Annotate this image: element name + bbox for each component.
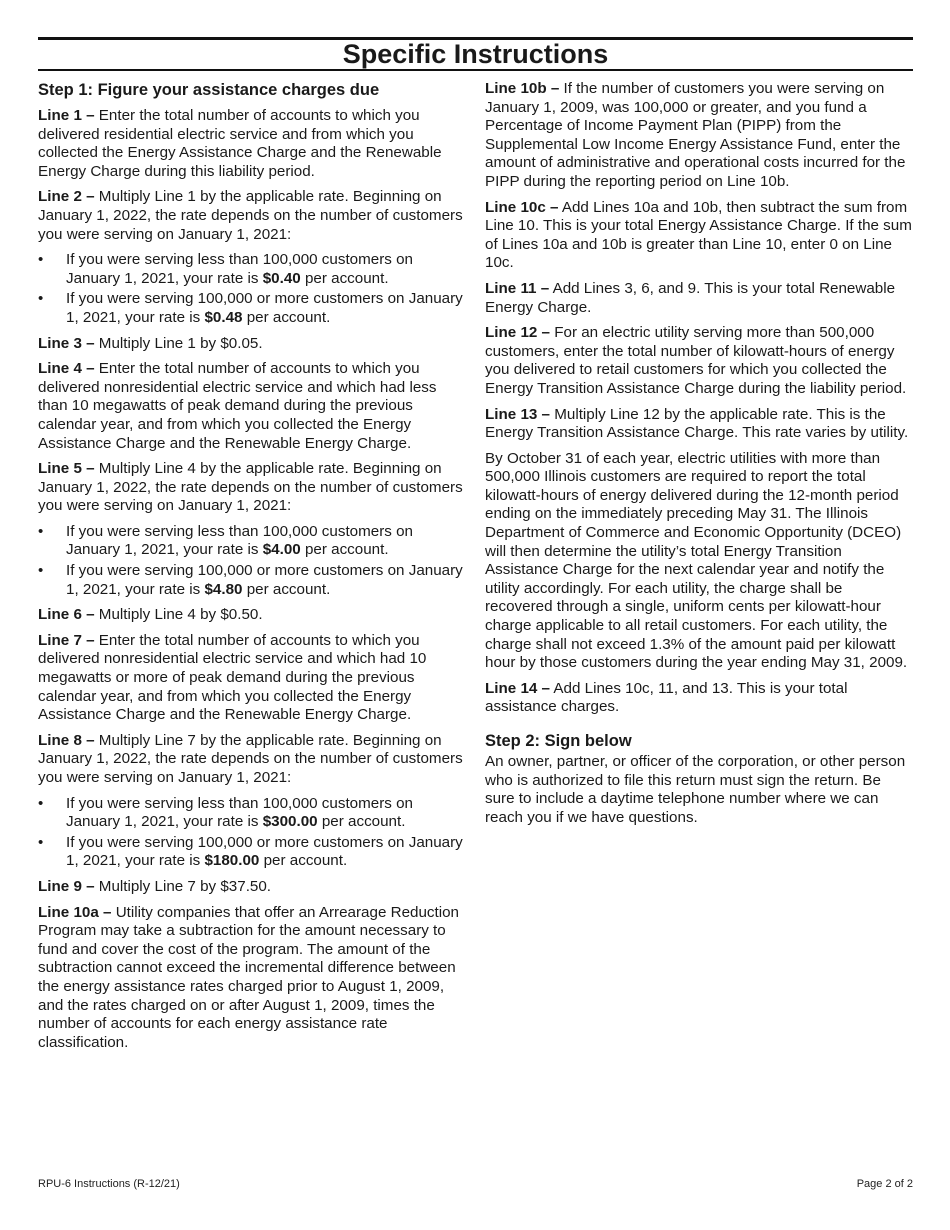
line5-label: Line 5 – xyxy=(38,460,95,478)
bullet-text: If you were serving less than 100,000 customers on January 1, 2021, your rate is xyxy=(66,251,413,287)
line1-text: Enter the total number of accounts to which you delivered residential electric service and from which you collected the Energy Assistance Charge and the Renewable Energy Charge during this liability period. xyxy=(38,107,442,180)
line10b-text: If the number of customers you were serving on January 1, 2009, was 100,000 or greater, and you fund a Percentage of Income Payment Plan (PIPP) from the Supplemental Low Income Energy Assistance Fund, enter the amount of administrative and operational costs incurred for the PIPP during the reporting period on Line 10b. xyxy=(485,80,906,190)
line1-paragraph xyxy=(38,107,470,181)
bullet-text: If you were serving 100,000 or more customers on January 1, 2021, your rate is xyxy=(66,562,463,598)
line10b-label: Line 10b – xyxy=(485,80,560,97)
step2-text: An owner, partner, or officer of the corporation, or other person who is authorized to file this return must sign the return. Be sure to include a daytime telephone number where we can reach you if we have questions. xyxy=(485,753,906,826)
line10c-label: Line 10c – xyxy=(485,198,559,216)
line4-paragraph xyxy=(38,360,470,453)
line12-label: Line 12 – xyxy=(485,324,550,342)
line10a-text: Utility companies that offer an Arrearage Reduction Program may take a subtraction for the amount necessary to fund and cover the cost of the program. The amount of the subtraction cannot exceed the incremental difference between the energy assistance rates charged prior to August 1, 2009, and the rates charged on or after August 1, 2009, times the number of accounts for each energy assistance rate classification. xyxy=(38,903,459,1051)
line4-label: Line 4 – xyxy=(38,360,95,378)
list-item xyxy=(38,795,470,832)
bullet-suffix: per account. xyxy=(246,308,331,326)
line7-text: Enter the total number of accounts to which you delivered nonresidential electric service and which had 10 megawatts or more of peak demand during the previous calendar year, and from which you collected the Energy Assistance Charge and the Renewable Energy Charge. xyxy=(38,631,427,724)
line7-label: Line 7 – xyxy=(38,631,95,649)
line6-label: Line 6 – xyxy=(38,606,95,624)
bullet-text: If you were serving less than 100,000 customers on January 1, 2021, your rate is xyxy=(66,522,413,559)
line14-label: Line 14 – xyxy=(485,679,550,697)
rate-amount: $0.48 xyxy=(204,308,243,326)
line9-text: Multiply Line 7 by $37.50. xyxy=(98,877,272,895)
line2-label: Line 2 – xyxy=(38,188,95,206)
line3-paragraph xyxy=(38,335,470,354)
line4-text: Enter the total number of accounts to which you delivered nonresidential electric service and which had less than 10 megawatts of peak demand during the previous calendar year, and from which you collected the Energy Assistance Charge and the Renewable Energy Charge. xyxy=(38,360,437,452)
bullet-suffix: per account. xyxy=(246,580,331,598)
bullet-text: If you were serving 100,000 or more customers on January 1, 2021, your rate is xyxy=(66,833,463,870)
page-number-footer: Page 2 of 2 xyxy=(856,1178,913,1190)
form-id-footer: RPU-6 Instructions (R-12/21) xyxy=(38,1178,180,1190)
title-bottom-rule xyxy=(38,69,913,71)
line14-paragraph xyxy=(485,680,913,717)
list-item xyxy=(38,290,470,327)
bullet-text: If you were serving 100,000 or more customers on January 1, 2021, your rate is xyxy=(66,290,463,326)
line3-label: Line 3 – xyxy=(38,334,95,352)
line13-text: Multiply Line 12 by the applicable rate. This is the Energy Transition Assistance Charge. This rate varies by utility. xyxy=(485,405,909,442)
bullet-suffix: per account. xyxy=(304,269,389,287)
rate-amount: $4.00 xyxy=(262,541,301,559)
line10c-paragraph xyxy=(485,199,913,273)
line3-text: Multiply Line 1 by $0.05. xyxy=(98,334,263,352)
line9-paragraph xyxy=(38,878,470,897)
left-column xyxy=(38,80,470,1059)
list-item xyxy=(38,834,470,871)
bullet-suffix: per account. xyxy=(263,852,348,870)
line13-label: Line 13 – xyxy=(485,405,550,423)
line8-paragraph xyxy=(38,732,470,788)
line8-label: Line 8 – xyxy=(38,731,95,749)
list-item xyxy=(38,562,470,599)
list-item xyxy=(38,251,470,288)
line2-paragraph xyxy=(38,188,470,244)
line1-label: Line 1 – xyxy=(38,107,95,124)
line5-text: Multiply Line 4 by the applicable rate. Beginning on January 1, 2022, the rate depends on the number of customers you were serving on January 1, 2021: xyxy=(38,460,463,515)
line5-rate-list xyxy=(38,523,470,599)
rate-amount: $300.00 xyxy=(262,813,318,831)
line10c-text: Add Lines 10a and 10b, then subtract the sum from Line 10. This is your total Energy Assistance Charge. If the sum of Lines 10a and 10b is greater than Line 10, enter 0 on Line 10c. xyxy=(485,198,912,272)
bullet-suffix: per account. xyxy=(321,813,406,831)
line10a-paragraph xyxy=(38,904,470,1053)
line12-paragraph xyxy=(485,324,913,398)
bullet-suffix: per account. xyxy=(304,541,389,559)
rate-amount: $4.80 xyxy=(204,580,243,598)
step1-heading: Step 1: Figure your assistance charges due xyxy=(38,81,380,99)
line7-paragraph xyxy=(38,632,470,725)
line5-paragraph xyxy=(38,460,470,516)
line6-paragraph xyxy=(38,606,470,625)
line10a-label: Line 10a – xyxy=(38,903,112,921)
line12-text: For an electric utility serving more than 500,000 customers, enter the total number of kilowatt-hours of energy you delivered to retail customers for which you collected the Energy Transition Assistance Charge during the liability period. xyxy=(485,324,907,397)
line9-label: Line 9 – xyxy=(38,877,95,895)
line11-label: Line 11 – xyxy=(485,279,550,297)
line2-text: Multiply Line 1 by the applicable rate. Beginning on January 1, 2022, the rate depends on the number of customers you were serving on January 1, 2021: xyxy=(38,188,463,243)
line2-rate-list xyxy=(38,251,470,327)
list-item xyxy=(38,523,470,560)
line10b-paragraph xyxy=(485,80,913,192)
line8-text: Multiply Line 7 by the applicable rate. Beginning on January 1, 2022, the rate depends on the number of customers you were serving on January 1, 2021: xyxy=(38,731,463,786)
dceo-paragraph: By October 31 of each year, electric utilities with more than 500,000 Illinois customers are required to report the total kilowatt-hours of energy delivered during the 12-month period ending on the immediately preceding May 31. The Illinois Department of Commerce and Economic Opportunity (DCEO) will then determine the utility’s total Energy Transition Assistance Charge for the next calendar year and notify the utility accordingly. For each utility, the charge shall be recovered through a single, uniform cents per kilowatt-hour charge applicable to all retail customers. For each utility, the charge shall not exceed 1.3% of the amount paid per kilowatt hour by those customers during the year ending May 31, 2009. xyxy=(485,449,908,672)
step2-section xyxy=(485,731,913,827)
right-column xyxy=(485,80,913,834)
line13-paragraph xyxy=(485,406,913,443)
rate-amount: $0.40 xyxy=(262,269,301,287)
line11-paragraph xyxy=(485,280,913,317)
line11-text: Add Lines 3, 6, and 9. This is your total Renewable Energy Charge. xyxy=(485,279,896,316)
line8-rate-list xyxy=(38,795,470,871)
step2-heading: Step 2: Sign below xyxy=(485,732,632,750)
line14-text: Add Lines 10c, 11, and 13. This is your total assistance charges. xyxy=(485,679,848,716)
rate-amount: $180.00 xyxy=(204,852,260,870)
page-title: Specific Instructions xyxy=(342,39,609,69)
line6-text: Multiply Line 4 by $0.50. xyxy=(98,606,263,624)
bullet-text: If you were serving less than 100,000 customers on January 1, 2021, your rate is xyxy=(66,794,413,831)
